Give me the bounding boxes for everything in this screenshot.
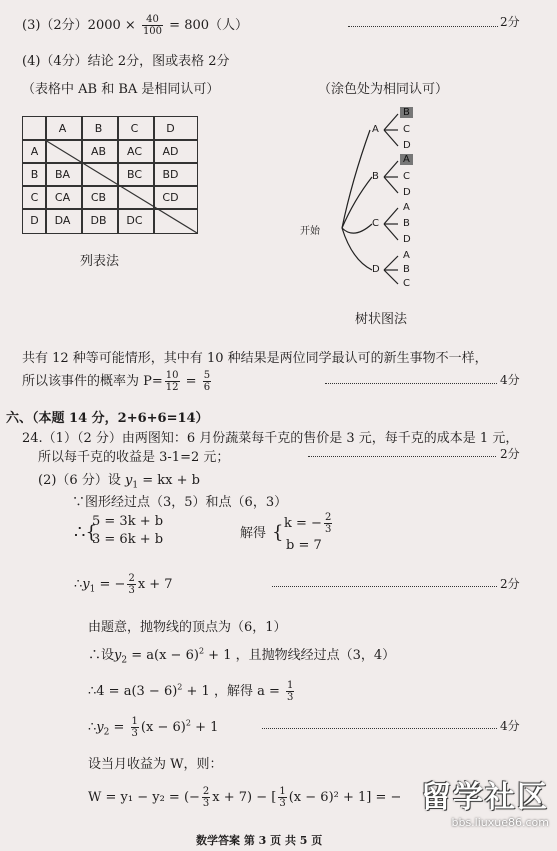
table-row-header: C	[30, 191, 39, 204]
since-points: ∵图形经过点（3，5）和点（6，3）	[72, 495, 288, 510]
tree-leaf: A	[403, 202, 410, 213]
tree-leaf-highlighted: A	[400, 154, 413, 165]
therefore-symbol: ∴{	[74, 522, 97, 543]
tree-note: （涂色处为相同认可）	[318, 82, 449, 97]
part3-result: = 800（人）	[169, 18, 249, 33]
table-cell: DA	[54, 214, 71, 227]
outcome-table	[22, 116, 198, 234]
vertex-line: 由题意，抛物线的顶点为（6，1）	[88, 620, 287, 635]
solve-a-line: ∴4 = $a(3 - 6)^2 + 1$ ，解得 a = $\frac{1}{3}$	[88, 680, 294, 703]
score-label: 2分	[500, 447, 520, 461]
solve-label: 解得	[240, 526, 267, 541]
y1-fraction: $\frac{2}{3}$	[128, 573, 135, 596]
table-cell: CD	[162, 191, 179, 204]
site-watermark	[421, 772, 549, 829]
y2-fraction: $\frac{1}{3}$	[131, 716, 138, 739]
part4-label: (4)（4分）结论 2分，图或表格 2分	[22, 54, 230, 69]
page-footer: 数学答案 第 3 页 共 5 页	[196, 834, 323, 847]
q24-part2-set: (2)（6 分）设 $y_1$ = kx + b	[38, 473, 200, 491]
tree-leaf-highlighted: B	[400, 107, 413, 118]
k-fraction: $\frac{2}{3}$	[324, 512, 332, 535]
tree-branch: D	[372, 264, 380, 275]
watermark-url: bbs.liuxue86.com	[451, 816, 549, 829]
tree-leaf: D	[403, 187, 411, 198]
tree-leaf: C	[403, 124, 410, 135]
score-label: 4分	[500, 719, 520, 733]
tree-branch: C	[372, 218, 379, 229]
table-cell: BC	[126, 168, 143, 181]
part3-line	[22, 14, 248, 37]
probability-line: 所以该事件的概率为 P= $\frac{10}{12}$ = $\frac{5}{6}$	[22, 370, 211, 393]
section-title: 六、（本题 14 分，2+6+6=14）	[6, 411, 209, 426]
table-caption: 列表法	[80, 254, 120, 269]
table-row-header: B	[30, 168, 39, 181]
table-cell: DB	[90, 214, 107, 227]
tree-leaf: C	[403, 171, 410, 182]
tree-leaf: D	[403, 140, 411, 151]
tree-leaf: B	[403, 218, 410, 229]
watermark-brand: 留学社区	[421, 780, 549, 815]
table-cell: BA	[54, 168, 71, 181]
table-cell: AB	[90, 145, 107, 158]
conclusion-text: 共有 12 种等可能情形，其中有 10 种结果是两位同学最认可的新生事物不一样，	[22, 351, 488, 366]
q24-part1-line1: 24.（1）（2 分）由两图知：6 月份蔬菜每千克的售价是 3 元，每千克的成本是 1 元，	[22, 431, 519, 446]
score-label: 2分	[500, 577, 520, 591]
w-fraction: $\frac{2}{3}$	[202, 786, 210, 809]
y2-result: $\therefore y_2$ = $\frac{1}{3}$ $(x - 6)^2 + 1$	[88, 716, 219, 739]
y1-result: $\therefore y_1$ = − $\frac{2}{3}$ x + 7	[74, 573, 173, 596]
tree-branch: B	[372, 171, 379, 182]
table-col-header: B	[94, 122, 103, 135]
table-cell: AD	[162, 145, 179, 158]
dot-leader	[325, 383, 497, 384]
w-equation: W = y₁ − y₂ = (− $\frac{2}{3}$ x + 7) − [ $\frac{1}{3}$ (x − 6)² + 1] = −	[88, 786, 402, 809]
prob-fraction: $\frac{10}{12}$	[165, 370, 179, 393]
table-row-header: D	[30, 214, 39, 227]
equation-1: 5 = 3k + b	[92, 514, 164, 529]
part3-label: (3)（2分）2000 ×	[22, 18, 136, 33]
tree-caption: 树状图法	[355, 312, 408, 327]
table-cell: CA	[54, 191, 71, 204]
table-cell: AC	[126, 145, 142, 158]
dot-leader	[308, 456, 496, 457]
q24-part1-line2: 所以每千克的收益是 3-1=2 元；	[38, 450, 230, 465]
let-w-line: 设当月收益为 W，则：	[88, 757, 223, 772]
w-fraction: $\frac{1}{3}$	[279, 786, 286, 809]
tree-leaf: B	[403, 264, 410, 275]
tree-diagram	[292, 100, 452, 300]
equation-2: 3 = 6k + b	[92, 532, 164, 547]
table-cell: BD	[162, 168, 179, 181]
brace: {	[272, 522, 284, 543]
solution-b: b = 7	[286, 538, 322, 553]
dot-leader	[348, 26, 498, 27]
table-row-header: A	[30, 145, 39, 158]
tree-leaf: C	[403, 278, 410, 289]
table-col-header: C	[130, 122, 139, 135]
tree-branch: A	[372, 124, 379, 135]
score-label: 4分	[500, 373, 520, 387]
probability-prefix: 所以该事件的概率为 P=	[22, 374, 163, 389]
table-cell: CB	[90, 191, 107, 204]
part3-fraction: $\frac{40}{100}$	[142, 14, 163, 37]
solution-k: k = − $\frac{2}{3}$	[284, 512, 332, 535]
score-label: 2分	[500, 15, 520, 29]
table-note: （表格中 AB 和 BA 是相同认可）	[22, 82, 220, 97]
a-fraction: $\frac{1}{3}$	[287, 680, 294, 703]
table-col-header: A	[58, 122, 67, 135]
table-cell: DC	[126, 214, 143, 227]
dot-leader	[272, 586, 497, 587]
prob-fraction: $\frac{5}{6}$	[203, 370, 211, 393]
table-col-header: D	[166, 122, 175, 135]
tree-root: 开始	[300, 226, 320, 237]
tree-leaf: A	[403, 250, 410, 261]
tree-leaf: D	[403, 234, 411, 245]
dot-leader	[262, 728, 497, 729]
set-y2-line: ∴设$y_2 = a(x - 6)^2 + 1$ ，且抛物线经过点（3，4）	[88, 646, 396, 666]
